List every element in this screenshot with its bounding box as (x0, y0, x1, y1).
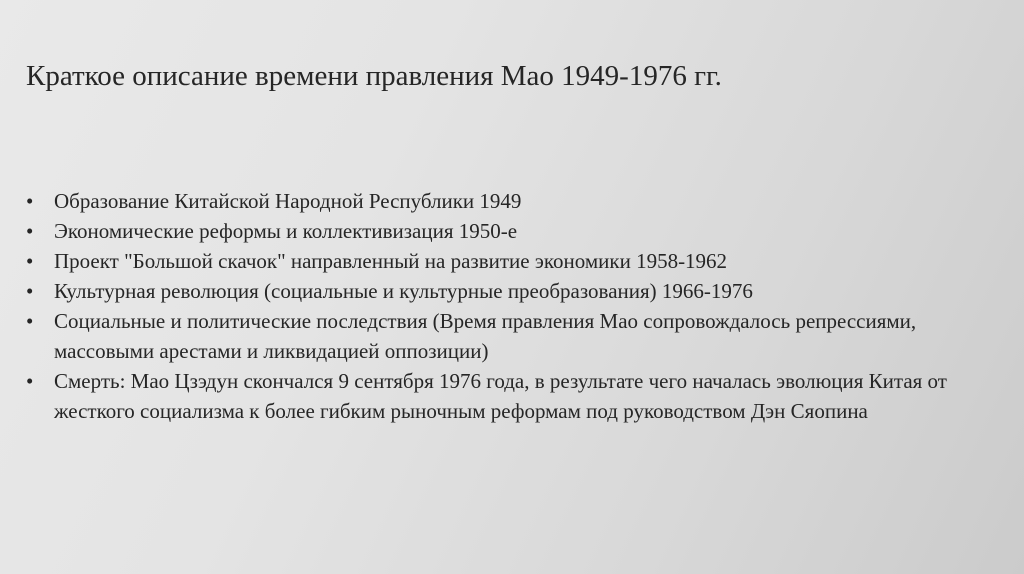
bullet-item (26, 366, 986, 426)
bullet-list (26, 186, 986, 426)
bullet-item (26, 306, 986, 366)
bullet-item (26, 216, 986, 246)
bullet-dot-icon: • (26, 219, 34, 243)
bullet-text: Экономические реформы и коллективизация 1950-е (54, 219, 518, 243)
bullet-text: Культурная революция (социальные и культурные преобразования) 1966-1976 (54, 279, 753, 303)
bullet-text: Проект "Большой скачок" направленный на развитие экономики 1958-1962 (54, 249, 728, 273)
bullet-item (26, 246, 986, 276)
bullet-item (26, 276, 986, 306)
bullet-dot-icon: • (26, 369, 34, 393)
bullet-dot-icon: • (26, 189, 34, 213)
bullet-text: Образование Китайской Народной Республики 1949 (54, 189, 522, 213)
bullet-dot-icon: • (26, 309, 34, 333)
bullet-text: Социальные и политические последствия (Время правления Мао сопровождалось репрессиями, массовыми арестами и ликвидацией оппозиции) (54, 309, 917, 363)
bullet-dot-icon: • (26, 279, 34, 303)
bullet-item (26, 186, 986, 216)
bullet-text: Смерть: Мао Цзэдун скончался 9 сентября 1976 года, в результате чего началась эволюция Китая от жесткого социализма к более гибким рыночным реформам под руководством Дэн Сяопина (54, 369, 947, 423)
bullet-dot-icon: • (26, 249, 34, 273)
slide-title: Краткое описание времени правления Мао 1949-1976 гг. (26, 60, 722, 92)
